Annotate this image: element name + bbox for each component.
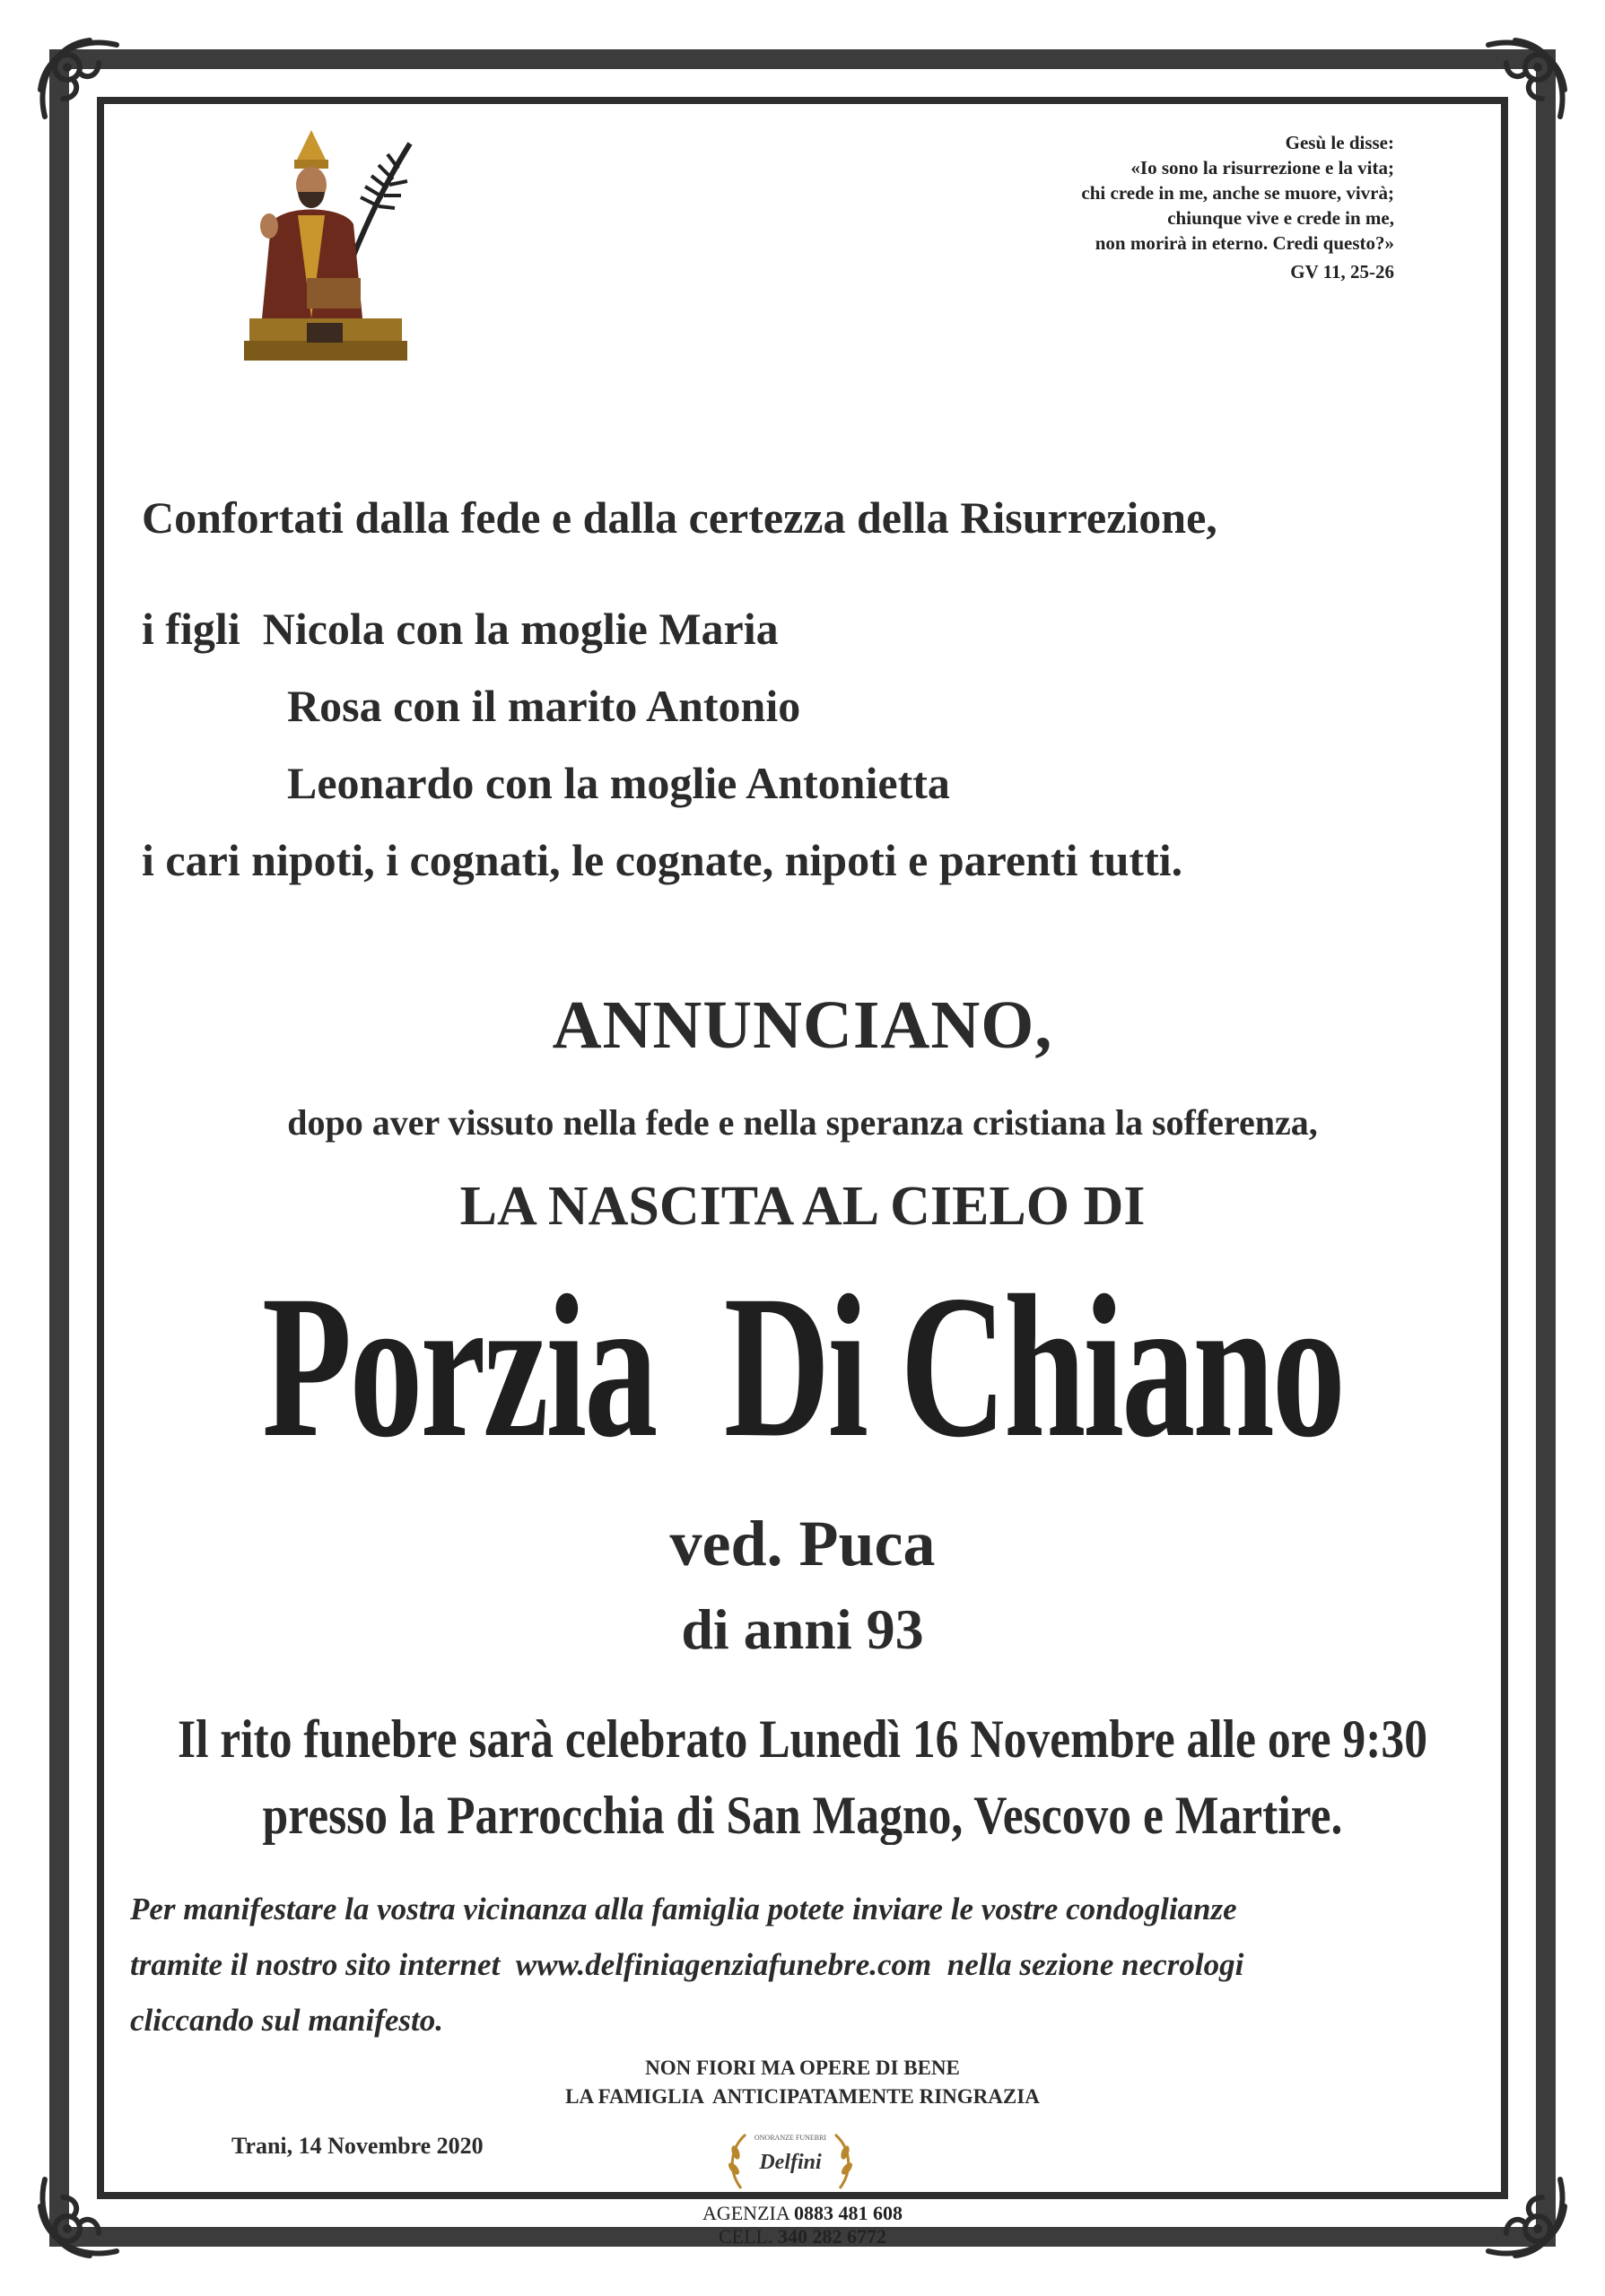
agency-cell: 340 282 6772 bbox=[778, 2225, 886, 2248]
agency-phone-label: AGENZIA bbox=[702, 2202, 789, 2224]
saint-statue-image bbox=[244, 126, 414, 377]
agency-phone: 0883 481 608 bbox=[794, 2202, 903, 2224]
nascita-heading: LA NASCITA AL CIELO DI bbox=[459, 1176, 1146, 1237]
no-flowers-note bbox=[0, 2054, 1605, 2111]
family-line: Leonardo con la moglie Antonietta bbox=[287, 758, 950, 808]
condolences-line: tramite il nostro sito internet www.delfiniagenziafunebre.com nella sezione necrologi bbox=[130, 1947, 1244, 1982]
agency-phone-row bbox=[0, 2202, 1605, 2225]
gospel-verse bbox=[928, 130, 1394, 284]
funeral-line: presso la Parrocchia di San Magno, Vescovo e Martire. bbox=[262, 1786, 1343, 1845]
place-date: Trani, 14 Novembre 2020 bbox=[231, 2133, 484, 2159]
deceased-name: Porzia Di Chiano bbox=[261, 1254, 1344, 1480]
deceased-age: di anni 93 bbox=[681, 1597, 924, 1661]
family-line: i cari nipoti, i cognati, le cognate, nipoti e parenti tutti. bbox=[142, 835, 1183, 885]
agency-cell-label: CELL. bbox=[719, 2225, 773, 2248]
no-flowers-line: LA FAMIGLIA ANTICIPATAMENTE RINGRAZIA bbox=[565, 2085, 1040, 2108]
agency-contacts bbox=[0, 2202, 1605, 2248]
verse-line: «Io sono la risurrezione e la vita; bbox=[1130, 157, 1394, 178]
funeral-line: Il rito funebre sarà celebrato Lunedì 16 Novembre alle ore 9:30 bbox=[177, 1709, 1427, 1769]
verse-line: chi crede in me, anche se muore, vivrà; bbox=[1081, 182, 1394, 204]
no-flowers-line: NON FIORI MA OPERE DI BENE bbox=[645, 2057, 960, 2079]
family-line: i figli Nicola con la moglie Maria bbox=[142, 604, 779, 654]
widow-of: ved. Puca bbox=[669, 1508, 936, 1579]
corner-ornament-icon bbox=[27, 27, 135, 135]
verse-reference: GV 11, 25-26 bbox=[1290, 261, 1394, 283]
corner-ornament-icon bbox=[1470, 27, 1578, 135]
condolences-line: cliccando sul manifesto. bbox=[130, 2003, 444, 2038]
agency-logo bbox=[723, 2126, 858, 2197]
condolences-text bbox=[130, 1882, 1494, 2048]
announce-heading: ANNUNCIANO, bbox=[552, 987, 1053, 1063]
verse-line: non morirà in eterno. Credi questo?» bbox=[1095, 232, 1394, 254]
verse-line: chiunque vive e crede in me, bbox=[1167, 207, 1394, 229]
comforted-line: Confortati dalla fede e dalla certezza della Risurrezione, bbox=[142, 492, 1217, 543]
logo-name: Delfini bbox=[759, 2151, 822, 2174]
agency-cell-row bbox=[0, 2225, 1605, 2248]
condolences-line: Per manifestare la vostra vicinanza alla famiglia potete inviare le vostre condoglianze bbox=[130, 1892, 1237, 1926]
after-text: dopo aver vissuto nella fede e nella speranza cristiana la sofferenza, bbox=[287, 1102, 1318, 1143]
family-line: Rosa con il marito Antonio bbox=[287, 681, 801, 731]
verse-line: Gesù le disse: bbox=[1285, 132, 1394, 153]
logo-tagline: ONORANZE FUNEBRI bbox=[754, 2134, 827, 2142]
